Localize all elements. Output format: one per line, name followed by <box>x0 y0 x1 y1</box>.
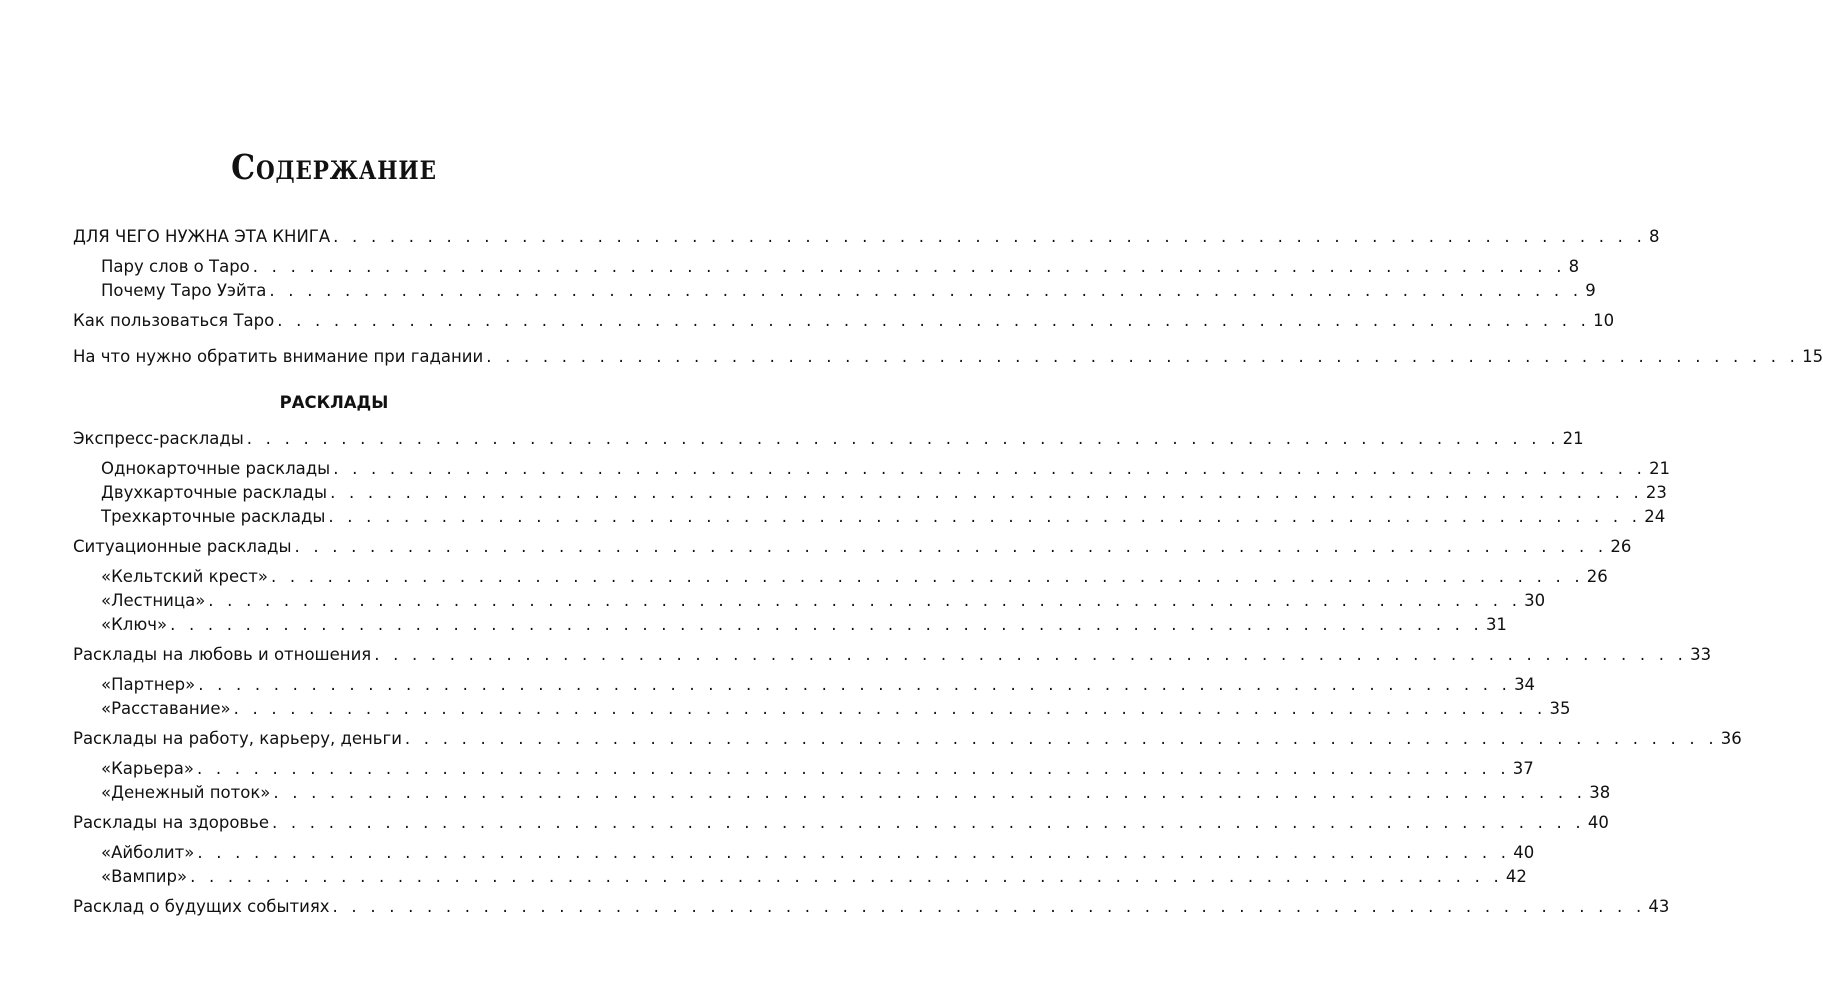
toc-entry-page: 26 <box>1586 567 1608 586</box>
toc-entry-label: «Лестница» <box>101 591 206 610</box>
toc-leader-dots: . . . . . . . . . . . . . . . . . . . . . . . . . . . . . . . . . . . . . . . . . . . . . . . . . . . . . . . . . . . . . . . . . . . . . . <box>486 347 1800 366</box>
toc-entry-page: 38 <box>1589 783 1611 802</box>
toc-entry[interactable] <box>73 224 1660 250</box>
toc-entry[interactable] <box>101 672 1536 698</box>
toc-entry-page: 23 <box>1645 483 1667 502</box>
toc-entry[interactable] <box>73 308 1615 334</box>
toc-entry-label: «Ключ» <box>101 615 168 634</box>
toc-leader-dots: . . . . . . . . . . . . . . . . . . . . . . . . . . . . . . . . . . . . . . . . . . . . . . . . . . . . . . . . . . . . . . . . . . . . . . <box>277 311 1591 330</box>
toc-entry-label: Расклады на работу, карьеру, деньги <box>73 729 402 748</box>
toc-entry[interactable] <box>73 642 1712 668</box>
toc-entry[interactable] <box>101 278 1596 304</box>
toc-entry-page: 42 <box>1505 867 1527 886</box>
toc-entry-page: 26 <box>1610 537 1632 556</box>
toc-entry[interactable] <box>73 344 1823 370</box>
toc-entry-label: Почему Таро Уэйта <box>101 281 267 300</box>
toc-entry[interactable] <box>101 480 1667 506</box>
toc-entry-page: 36 <box>1720 729 1742 748</box>
toc-entry-page: 24 <box>1644 507 1666 526</box>
toc-entry[interactable] <box>73 426 1584 452</box>
toc-entry-page: 35 <box>1549 699 1571 718</box>
toc-entry-label: Трехкарточные расклады <box>101 507 326 526</box>
toc-entry-label: Однокарточные расклады <box>101 459 331 478</box>
toc-entry[interactable] <box>101 696 1571 722</box>
toc-entry-label: «Расставание» <box>101 699 231 718</box>
toc-entry-label: На что нужно обратить внимание при гадании <box>73 347 484 366</box>
toc-entry-label: Ситуационные расклады <box>73 537 292 556</box>
toc-entry-label: Расклады на здоровье <box>73 813 270 832</box>
toc-entry-page: 31 <box>1485 615 1507 634</box>
toc-leader-dots: . . . . . . . . . . . . . . . . . . . . . . . . . . . . . . . . . . . . . . . . . . . . . . . . . . . . . . . . . . . . . . . . . . . . . . <box>404 729 1718 748</box>
toc-entry[interactable] <box>73 726 1742 752</box>
toc-entry-page: 34 <box>1514 675 1536 694</box>
toc-leader-dots: . . . . . . . . . . . . . . . . . . . . . . . . . . . . . . . . . . . . . . . . . . . . . . . . . . . . . . . . . . . . . . . . . . . . . . <box>333 227 1647 246</box>
toc-entry-page: 10 <box>1593 311 1615 330</box>
section-heading: РАСКЛАДЫ <box>279 393 389 412</box>
toc-entry-page: 8 <box>1649 227 1660 246</box>
toc-entry-label: «Денежный поток» <box>101 783 271 802</box>
toc-entry-page: 15 <box>1802 347 1823 366</box>
toc-entry-label: Расклад о будущих событиях <box>73 897 330 916</box>
toc-entry-page: 37 <box>1512 759 1534 778</box>
toc-leader-dots: . . . . . . . . . . . . . . . . . . . . . . . . . . . . . . . . . . . . . . . . . . . . . . . . . . . . . . . . . . . . . . . . . . . . . . <box>270 567 1584 586</box>
toc-leader-dots: . . . . . . . . . . . . . . . . . . . . . . . . . . . . . . . . . . . . . . . . . . . . . . . . . . . . . . . . . . . . . . . . . . . . . . <box>332 897 1646 916</box>
toc-leader-dots: . . . . . . . . . . . . . . . . . . . . . . . . . . . . . . . . . . . . . . . . . . . . . . . . . . . . . . . . . . . . . . . . . . . . . . <box>269 281 1583 300</box>
toc-entry[interactable] <box>73 894 1670 920</box>
toc-entry[interactable] <box>73 534 1632 560</box>
toc-leader-dots: . . . . . . . . . . . . . . . . . . . . . . . . . . . . . . . . . . . . . . . . . . . . . . . . . . . . . . . . . . . . . . . . . . . . . . <box>374 645 1688 664</box>
toc-leader-dots: . . . . . . . . . . . . . . . . . . . . . . . . . . . . . . . . . . . . . . . . . . . . . . . . . . . . . . . . . . . . . . . . . . . . . . <box>273 783 1587 802</box>
toc-entry[interactable] <box>101 840 1535 866</box>
toc-leader-dots: . . . . . . . . . . . . . . . . . . . . . . . . . . . . . . . . . . . . . . . . . . . . . . . . . . . . . . . . . . . . . . . . . . . . . . <box>328 507 1642 526</box>
toc-leader-dots: . . . . . . . . . . . . . . . . . . . . . . . . . . . . . . . . . . . . . . . . . . . . . . . . . . . . . . . . . . . . . . . . . . . . . . <box>272 813 1585 832</box>
toc-leader-dots: . . . . . . . . . . . . . . . . . . . . . . . . . . . . . . . . . . . . . . . . . . . . . . . . . . . . . . . . . . . . . . . . . . . . . . <box>208 591 1522 610</box>
toc-entry-page: 8 <box>1568 257 1580 276</box>
toc-entry-label: «Партнер» <box>101 675 196 694</box>
toc-entry-page: 33 <box>1690 645 1712 664</box>
toc-entry[interactable] <box>101 612 1507 638</box>
toc-leader-dots: . . . . . . . . . . . . . . . . . . . . . . . . . . . . . . . . . . . . . . . . . . . . . . . . . . . . . . . . . . . . . . . . . . . . . . <box>333 459 1647 478</box>
toc-entry-label: «Карьера» <box>101 759 194 778</box>
toc-entry-label: Пару слов о Таро <box>101 257 250 276</box>
toc-entry[interactable] <box>101 756 1534 782</box>
toc-leader-dots: . . . . . . . . . . . . . . . . . . . . . . . . . . . . . . . . . . . . . . . . . . . . . . . . . . . . . . . . . . . . . . . . . . . . . . <box>294 537 1608 556</box>
toc-entry-label: Двухкарточные расклады <box>101 483 328 502</box>
page-title: Содержание <box>231 147 437 188</box>
toc-entry-label: «Кельтский крест» <box>101 567 268 586</box>
toc-entry[interactable] <box>101 504 1666 530</box>
toc-leader-dots: . . . . . . . . . . . . . . . . . . . . . . . . . . . . . . . . . . . . . . . . . . . . . . . . . . . . . . . . . . . . . . . . . . . . . . <box>246 429 1560 448</box>
toc-entry-page: 21 <box>1649 459 1671 478</box>
toc-entry-page: 40 <box>1587 813 1609 832</box>
toc-entry-label: «Вампир» <box>101 867 188 886</box>
toc-leader-dots: . . . . . . . . . . . . . . . . . . . . . . . . . . . . . . . . . . . . . . . . . . . . . . . . . . . . . . . . . . . . . . . . . . . . . . <box>190 867 1503 886</box>
toc-entry-label: Расклады на любовь и отношения <box>73 645 372 664</box>
toc-entry-page: 21 <box>1562 429 1584 448</box>
toc-entry-label: Как пользоваться Таро <box>73 311 275 330</box>
toc-entry-page: 43 <box>1648 897 1670 916</box>
toc-leader-dots: . . . . . . . . . . . . . . . . . . . . . . . . . . . . . . . . . . . . . . . . . . . . . . . . . . . . . . . . . . . . . . . . . . . . . . <box>252 257 1566 276</box>
toc-entry-page: 9 <box>1585 281 1596 300</box>
toc-leader-dots: . . . . . . . . . . . . . . . . . . . . . . . . . . . . . . . . . . . . . . . . . . . . . . . . . . . . . . . . . . . . . . . . . . . . . . <box>197 843 1511 862</box>
toc-entry[interactable] <box>101 456 1671 482</box>
toc-leader-dots: . . . . . . . . . . . . . . . . . . . . . . . . . . . . . . . . . . . . . . . . . . . . . . . . . . . . . . . . . . . . . . . . . . . . . . <box>233 699 1547 718</box>
toc-entry[interactable] <box>101 864 1527 890</box>
toc-entry[interactable] <box>101 254 1580 280</box>
toc-entry[interactable] <box>73 810 1609 836</box>
toc-entry[interactable] <box>101 564 1608 590</box>
toc-leader-dots: . . . . . . . . . . . . . . . . . . . . . . . . . . . . . . . . . . . . . . . . . . . . . . . . . . . . . . . . . . . . . . . . . . . . . . <box>330 483 1643 502</box>
toc-entry[interactable] <box>101 780 1611 806</box>
toc-entry-page: 40 <box>1513 843 1535 862</box>
toc-entry[interactable] <box>101 588 1546 614</box>
toc-entry-page: 30 <box>1524 591 1546 610</box>
toc-entry-label: Экспресс-расклады <box>73 429 244 448</box>
toc-entry-label: «Айболит» <box>101 843 195 862</box>
toc-leader-dots: . . . . . . . . . . . . . . . . . . . . . . . . . . . . . . . . . . . . . . . . . . . . . . . . . . . . . . . . . . . . . . . . . . . . . . <box>196 759 1510 778</box>
toc-entry-label: ДЛЯ ЧЕГО НУЖНА ЭТА КНИГА <box>73 227 331 246</box>
toc-leader-dots: . . . . . . . . . . . . . . . . . . . . . . . . . . . . . . . . . . . . . . . . . . . . . . . . . . . . . . . . . . . . . . . . . . . . . . <box>170 615 1483 634</box>
toc-leader-dots: . . . . . . . . . . . . . . . . . . . . . . . . . . . . . . . . . . . . . . . . . . . . . . . . . . . . . . . . . . . . . . . . . . . . . . <box>198 675 1512 694</box>
